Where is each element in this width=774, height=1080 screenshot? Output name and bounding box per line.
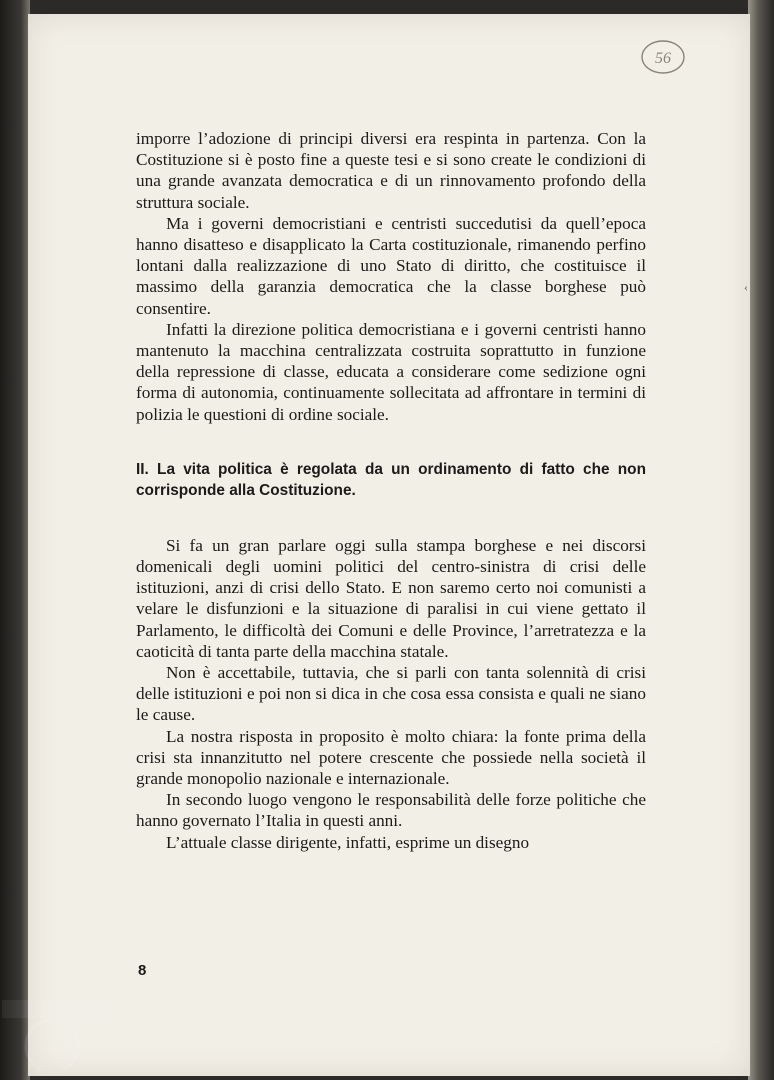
paragraph: Infatti la direzione politica democristiana e i governi centristi hanno mantenuto la macchina centralizzata costruita soprattutto in funzione della repressione di classe, educata a considerare come sedizione ogni forma di autonomia, continuamente sollecitata ad affrontare in termini di polizia le questioni di ordine sociale.: [136, 319, 646, 424]
paragraph: La nostra risposta in proposito è molto chiara: la fonte prima della crisi sta innanzitutto nel potere crescente che possiede nella società il grande monopolio nazionale e internazionale.: [136, 726, 646, 789]
archive-stamp-icon: [640, 38, 686, 76]
section-heading: II. La vita politica è regolata da un ordinamento di fatto che non corrisponde alla Costituzione.: [136, 460, 646, 499]
archive-watermark-icon: [0, 990, 120, 1070]
paragraph: In secondo luogo vengono le responsabilità delle forze politiche che hanno governato l’Italia in questi anni.: [136, 790, 646, 831]
page-number: 8: [138, 962, 147, 979]
paragraph: Ma i governi democristiani e centristi succedutisi da quell’epoca hanno disatteso e disapplicato la Carta costituzionale, rimanendo perfino lontani dalla realizzazione di uno Stato di diritto, che costituisce il massimo della garanzia democratica che la classe borghese può consentire.: [136, 213, 646, 318]
body-text: [136, 128, 646, 853]
paragraph: Non è accettabile, tuttavia, che si parli con tanta solennità di crisi delle istituzioni e poi non si dica in che cosa essa consista e quali ne siano le cause.: [136, 663, 646, 725]
paragraph: Si fa un gran parlare oggi sulla stampa borghese e nei discorsi domenicali degli uomini politici del centro-sinistra di crisi delle istituzioni, anzi di crisi dello Stato. E non saremo certo noi comunisti a velare le disfunzioni e la situazione di paralisi in cui viene gettato il Parlamento, le difficoltà dei Comuni e delle Province, l’arretratezza e la caoticità di tanta parte della macchina statale.: [136, 535, 646, 661]
archive-stamp-number: 56: [655, 50, 671, 67]
scan-right-edge: [748, 0, 774, 1080]
scan-left-edge: [0, 0, 30, 1080]
margin-mark: ‹: [744, 280, 748, 294]
paragraph: L’attuale classe dirigente, infatti, esprime un disegno: [166, 832, 530, 852]
paragraph: imporre l’adozione di principi diversi era respinta in partenza. Con la Costituzione si è posto fine a queste tesi e si sono create le condizioni di una grande avanzata democratica e di un rinnovamento profondo della struttura sociale.: [136, 129, 646, 212]
